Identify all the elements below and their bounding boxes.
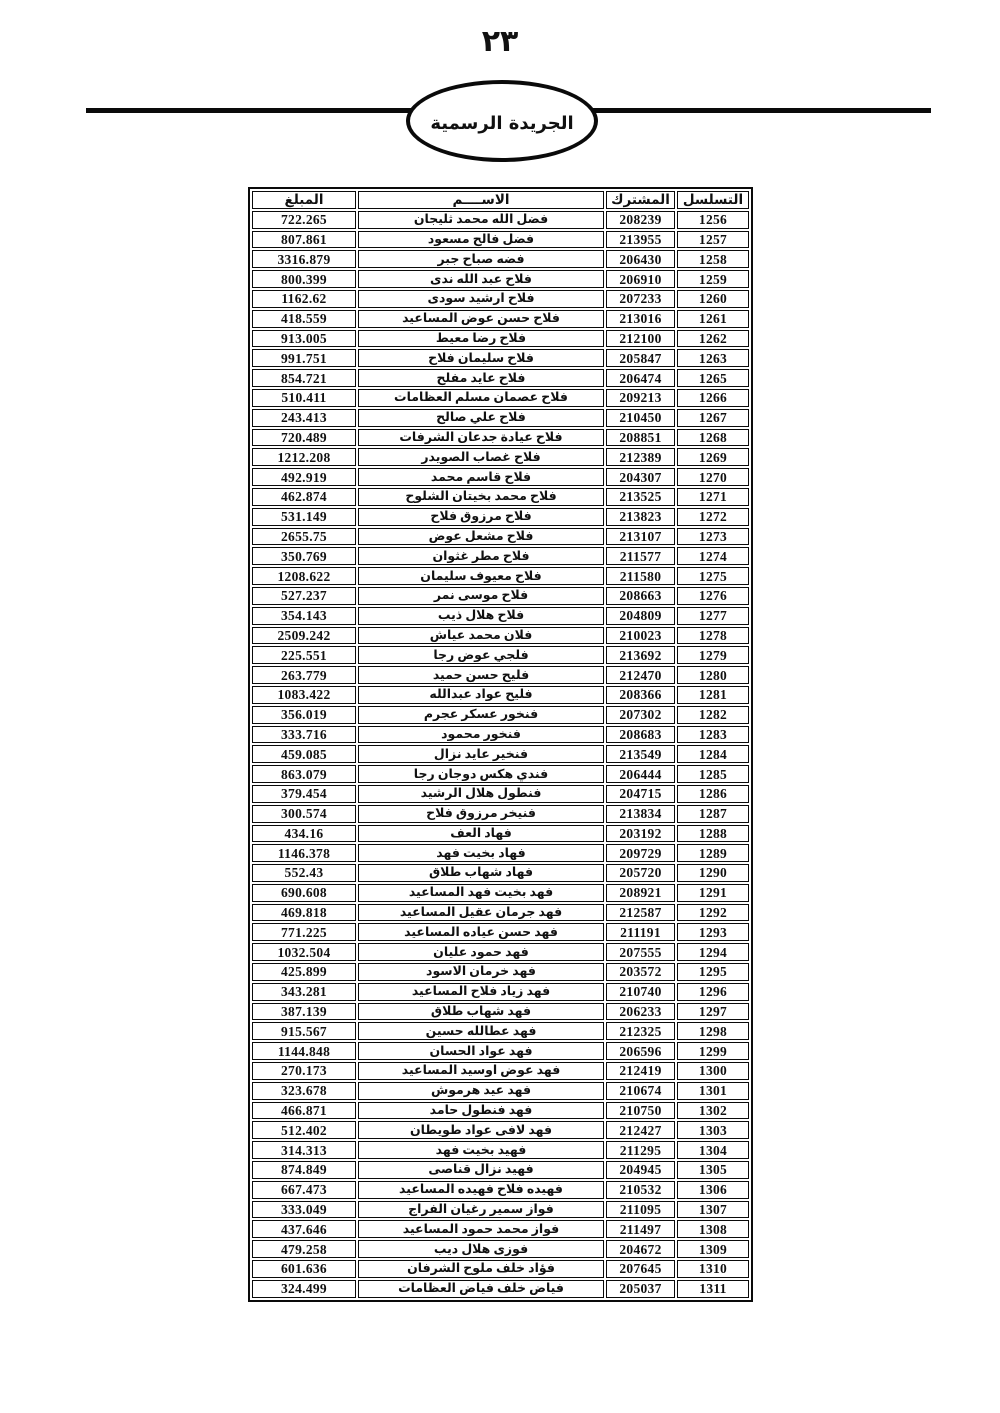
serial-cell: 1294: [677, 943, 749, 961]
name-cell: فلاح عبد الله ندى: [358, 270, 604, 288]
amount-cell: 854.721: [252, 369, 356, 387]
serial-cell: 1257: [677, 231, 749, 249]
table-row: [252, 1042, 749, 1060]
subscriber-cell: 204945: [606, 1161, 675, 1179]
name-cell: فضل الله محمد ثليجان: [358, 211, 604, 229]
subscriber-cell: 203572: [606, 963, 675, 981]
table-row: [252, 1062, 749, 1080]
subscriber-cell: 211191: [606, 923, 675, 941]
page-number: ٢٣: [481, 24, 519, 59]
amount-cell: 333.049: [252, 1201, 356, 1219]
subscriber-cell: 208663: [606, 587, 675, 605]
name-cell: فوزى هلال ديب: [358, 1240, 604, 1258]
table-row: [252, 587, 749, 605]
table-row: [252, 904, 749, 922]
serial-cell: 1286: [677, 785, 749, 803]
subscriber-cell: 211095: [606, 1201, 675, 1219]
amount-cell: 462.874: [252, 488, 356, 506]
amount-cell: 512.402: [252, 1121, 356, 1139]
subscriber-cell: 210450: [606, 409, 675, 427]
name-cell: فهاد بخيت فهد: [358, 844, 604, 862]
subscriber-cell: 210740: [606, 983, 675, 1001]
amount-cell: 387.139: [252, 1003, 356, 1021]
table-row: [252, 1082, 749, 1100]
name-cell: فنطول هلال الرشيد: [358, 785, 604, 803]
table-row: [252, 805, 749, 823]
amount-cell: 1144.848: [252, 1042, 356, 1060]
name-cell: فلاح معيوف سليمان: [358, 567, 604, 585]
serial-cell: 1273: [677, 528, 749, 546]
subscriber-cell: 210674: [606, 1082, 675, 1100]
table-row: [252, 330, 749, 348]
amount-cell: 263.779: [252, 666, 356, 684]
serial-cell: 1271: [677, 488, 749, 506]
serial-cell: 1258: [677, 250, 749, 268]
name-cell: فياض خلف فياض العظامات: [358, 1280, 604, 1298]
table-row: [252, 290, 749, 308]
table-row: [252, 666, 749, 684]
serial-cell: 1285: [677, 765, 749, 783]
amount-cell: 531.149: [252, 508, 356, 526]
amount-cell: 800.399: [252, 270, 356, 288]
table-row: [252, 448, 749, 466]
table-row: [252, 646, 749, 664]
table-row: [252, 1022, 749, 1040]
serial-cell: 1267: [677, 409, 749, 427]
table-row: [252, 864, 749, 882]
table-row: [252, 785, 749, 803]
serial-cell: 1270: [677, 468, 749, 486]
amount-cell: 991.751: [252, 349, 356, 367]
subscriber-cell: 210023: [606, 627, 675, 645]
serial-cell: 1300: [677, 1062, 749, 1080]
amount-cell: 343.281: [252, 983, 356, 1001]
subscriber-cell: 206596: [606, 1042, 675, 1060]
table-row: [252, 250, 749, 268]
amount-cell: 466.871: [252, 1102, 356, 1120]
gazette-banner: [406, 80, 598, 162]
serial-cell: 1274: [677, 547, 749, 565]
subscriber-cell: 207555: [606, 943, 675, 961]
name-cell: فضل فالح مسعود: [358, 231, 604, 249]
table-row: [252, 1280, 749, 1298]
table-row: [252, 1161, 749, 1179]
name-cell: فلاح غصاب الصويدر: [358, 448, 604, 466]
subscriber-cell: 211580: [606, 567, 675, 585]
table-row: [252, 488, 749, 506]
amount-cell: 1032.504: [252, 943, 356, 961]
amount-cell: 1162.62: [252, 290, 356, 308]
serial-cell: 1262: [677, 330, 749, 348]
table-row: [252, 1003, 749, 1021]
subscriber-cell: 208239: [606, 211, 675, 229]
subscriber-cell: 210750: [606, 1102, 675, 1120]
amount-cell: 300.574: [252, 805, 356, 823]
col-header-name: الاســــم: [358, 191, 604, 209]
name-cell: فلجي عوض رجا: [358, 646, 604, 664]
name-cell: فهد شهاب طلاق: [358, 1003, 604, 1021]
serial-cell: 1283: [677, 726, 749, 744]
amount-cell: 333.716: [252, 726, 356, 744]
subscriber-cell: 204307: [606, 468, 675, 486]
serial-cell: 1279: [677, 646, 749, 664]
amount-cell: 2509.242: [252, 627, 356, 645]
name-cell: فهد زياد فلاح المساعيد: [358, 983, 604, 1001]
serial-cell: 1256: [677, 211, 749, 229]
serial-cell: 1298: [677, 1022, 749, 1040]
amount-cell: 356.019: [252, 706, 356, 724]
serial-cell: 1299: [677, 1042, 749, 1060]
table-row: [252, 468, 749, 486]
col-header-subscriber: المشترك: [606, 191, 675, 209]
amount-cell: 425.899: [252, 963, 356, 981]
serial-cell: 1302: [677, 1102, 749, 1120]
amount-cell: 3316.879: [252, 250, 356, 268]
name-cell: فلاح علي صالح: [358, 409, 604, 427]
name-cell: فلاح مشعل عوض: [358, 528, 604, 546]
name-cell: فضه صباح جبر: [358, 250, 604, 268]
table-header-row: [252, 191, 749, 209]
amount-cell: 1208.622: [252, 567, 356, 585]
subscriber-cell: 207645: [606, 1260, 675, 1278]
name-cell: فهد لافى عواد طويطان: [358, 1121, 604, 1139]
gazette-banner-title: الجريدة الرسمية: [430, 112, 574, 134]
serial-cell: 1276: [677, 587, 749, 605]
serial-cell: 1292: [677, 904, 749, 922]
amount-cell: 469.818: [252, 904, 356, 922]
amount-cell: 552.43: [252, 864, 356, 882]
serial-cell: 1311: [677, 1280, 749, 1298]
amount-cell: 350.769: [252, 547, 356, 565]
table-row: [252, 983, 749, 1001]
name-cell: فليح حسن حميد: [358, 666, 604, 684]
serial-cell: 1305: [677, 1161, 749, 1179]
serial-cell: 1260: [677, 290, 749, 308]
subscriber-cell: 206444: [606, 765, 675, 783]
name-cell: فلاح موسى نمر: [358, 587, 604, 605]
serial-cell: 1280: [677, 666, 749, 684]
subscriber-cell: 213549: [606, 745, 675, 763]
serial-cell: 1304: [677, 1141, 749, 1159]
name-cell: فواز سمير رغيان الفراج: [358, 1201, 604, 1219]
table-row: [252, 627, 749, 645]
table-row: [252, 547, 749, 565]
amount-cell: 323.678: [252, 1082, 356, 1100]
subscriber-cell: 210532: [606, 1181, 675, 1199]
amount-cell: 225.551: [252, 646, 356, 664]
serial-cell: 1278: [677, 627, 749, 645]
table-row: [252, 825, 749, 843]
serial-cell: 1308: [677, 1220, 749, 1238]
name-cell: فلاح مرزوق فلاح: [358, 508, 604, 526]
serial-cell: 1301: [677, 1082, 749, 1100]
subscriber-cell: 209213: [606, 389, 675, 407]
amount-cell: 418.559: [252, 310, 356, 328]
name-cell: فلاح قاسم محمد: [358, 468, 604, 486]
name-cell: فلاح هلال ذيب: [358, 607, 604, 625]
amount-cell: 771.225: [252, 923, 356, 941]
name-cell: فهاد شهاب طلاق: [358, 864, 604, 882]
subscriber-cell: 211295: [606, 1141, 675, 1159]
amount-cell: 527.237: [252, 587, 356, 605]
serial-cell: 1263: [677, 349, 749, 367]
serial-cell: 1293: [677, 923, 749, 941]
table-row: [252, 528, 749, 546]
subscriber-cell: 212587: [606, 904, 675, 922]
name-cell: فهيد نزال قناصى: [358, 1161, 604, 1179]
subscriber-cell: 213525: [606, 488, 675, 506]
subscriber-cell: 208921: [606, 884, 675, 902]
name-cell: فلاح محمد بخيتان الشلوح: [358, 488, 604, 506]
serial-cell: 1259: [677, 270, 749, 288]
table-row: [252, 349, 749, 367]
serial-cell: 1310: [677, 1260, 749, 1278]
table-row: [252, 963, 749, 981]
amount-cell: 913.005: [252, 330, 356, 348]
amount-cell: 492.919: [252, 468, 356, 486]
subscriber-cell: 213107: [606, 528, 675, 546]
subscriber-cell: 213955: [606, 231, 675, 249]
table-row: [252, 884, 749, 902]
name-cell: فنخور محمود: [358, 726, 604, 744]
name-cell: فليح عواد عبدالله: [358, 686, 604, 704]
table-row: [252, 607, 749, 625]
amount-cell: 720.489: [252, 429, 356, 447]
name-cell: فنخير عايد نزال: [358, 745, 604, 763]
table-row: [252, 231, 749, 249]
serial-cell: 1290: [677, 864, 749, 882]
table-row: [252, 726, 749, 744]
subscriber-cell: 212470: [606, 666, 675, 684]
table-row: [252, 844, 749, 862]
table-row: [252, 1220, 749, 1238]
name-cell: فؤاد خلف ملوح الشرفان: [358, 1260, 604, 1278]
subscriber-cell: 205847: [606, 349, 675, 367]
serial-cell: 1295: [677, 963, 749, 981]
name-cell: فهد حمود عليان: [358, 943, 604, 961]
amount-cell: 379.454: [252, 785, 356, 803]
subscriber-cell: 203192: [606, 825, 675, 843]
name-cell: فلاح حسن عوض المساعيد: [358, 310, 604, 328]
subscriber-cell: 213823: [606, 508, 675, 526]
name-cell: فلان محمد عياش: [358, 627, 604, 645]
table-row: [252, 745, 749, 763]
serial-cell: 1306: [677, 1181, 749, 1199]
amount-cell: 2655.75: [252, 528, 356, 546]
table-row: [252, 1141, 749, 1159]
name-cell: فهد عوض اوسيد المساعيد: [358, 1062, 604, 1080]
serial-cell: 1281: [677, 686, 749, 704]
serial-cell: 1297: [677, 1003, 749, 1021]
table-row: [252, 389, 749, 407]
amount-cell: 915.567: [252, 1022, 356, 1040]
amount-cell: 863.079: [252, 765, 356, 783]
name-cell: فهيده فلاح فهيده المساعيد: [358, 1181, 604, 1199]
table-row: [252, 369, 749, 387]
serial-cell: 1272: [677, 508, 749, 526]
serial-cell: 1265: [677, 369, 749, 387]
subscriber-cell: 204672: [606, 1240, 675, 1258]
name-cell: فلاح عايد مفلح: [358, 369, 604, 387]
name-cell: فلاح ارشيد سودى: [358, 290, 604, 308]
table-row: [252, 686, 749, 704]
name-cell: فلاح عيادة جدعان الشرفات: [358, 429, 604, 447]
serial-cell: 1307: [677, 1201, 749, 1219]
amount-cell: 874.849: [252, 1161, 356, 1179]
table-row: [252, 923, 749, 941]
name-cell: فهد عواد الحسان: [358, 1042, 604, 1060]
table-row: [252, 508, 749, 526]
table-row: [252, 1121, 749, 1139]
table-row: [252, 567, 749, 585]
amount-cell: 434.16: [252, 825, 356, 843]
table-row: [252, 409, 749, 427]
serial-cell: 1289: [677, 844, 749, 862]
subscriber-cell: 211577: [606, 547, 675, 565]
table-row: [252, 1181, 749, 1199]
amount-cell: 270.173: [252, 1062, 356, 1080]
col-header-serial: التسلسل: [677, 191, 749, 209]
serial-cell: 1261: [677, 310, 749, 328]
amount-cell: 722.265: [252, 211, 356, 229]
table-row: [252, 1102, 749, 1120]
name-cell: فلاح رضا معيط: [358, 330, 604, 348]
amount-cell: 459.085: [252, 745, 356, 763]
table-row: [252, 310, 749, 328]
subscriber-cell: 208851: [606, 429, 675, 447]
subscriber-cell: 212419: [606, 1062, 675, 1080]
amount-cell: 324.499: [252, 1280, 356, 1298]
name-cell: فواز محمد حمود المساعيد: [358, 1220, 604, 1238]
subscriber-cell: 212389: [606, 448, 675, 466]
subscriber-cell: 213016: [606, 310, 675, 328]
name-cell: فهد عيد هرموش: [358, 1082, 604, 1100]
name-cell: فندي هكس دوجان رجا: [358, 765, 604, 783]
amount-cell: 243.413: [252, 409, 356, 427]
table-row: [252, 706, 749, 724]
subscriber-cell: 206233: [606, 1003, 675, 1021]
amount-cell: 1083.422: [252, 686, 356, 704]
name-cell: فهاد العف: [358, 825, 604, 843]
subscriber-cell: 205037: [606, 1280, 675, 1298]
amount-cell: 1212.208: [252, 448, 356, 466]
amount-cell: 314.313: [252, 1141, 356, 1159]
serial-cell: 1277: [677, 607, 749, 625]
serial-cell: 1296: [677, 983, 749, 1001]
amount-cell: 354.143: [252, 607, 356, 625]
amount-cell: 1146.378: [252, 844, 356, 862]
subscriber-cell: 208366: [606, 686, 675, 704]
table-row: [252, 270, 749, 288]
subscriber-cell: 208683: [606, 726, 675, 744]
name-cell: فهد بخيت فهد المساعيد: [358, 884, 604, 902]
table-body: [252, 211, 749, 1298]
table-row: [252, 1260, 749, 1278]
subscriber-cell: 207233: [606, 290, 675, 308]
amount-cell: 437.646: [252, 1220, 356, 1238]
subscriber-cell: 204809: [606, 607, 675, 625]
subscriber-cell: 212325: [606, 1022, 675, 1040]
serial-cell: 1288: [677, 825, 749, 843]
subscriber-cell: 206474: [606, 369, 675, 387]
name-cell: فهد جرمان عقيل المساعيد: [358, 904, 604, 922]
table-row: [252, 765, 749, 783]
subscriber-cell: 212427: [606, 1121, 675, 1139]
amount-cell: 667.473: [252, 1181, 356, 1199]
table-row: [252, 1240, 749, 1258]
serial-cell: 1309: [677, 1240, 749, 1258]
name-cell: فهد عطالله حسين: [358, 1022, 604, 1040]
col-header-amount: المبلغ: [252, 191, 356, 209]
name-cell: فهد فنطول حامد: [358, 1102, 604, 1120]
serial-cell: 1268: [677, 429, 749, 447]
table-row: [252, 211, 749, 229]
serial-cell: 1284: [677, 745, 749, 763]
table-row: [252, 1201, 749, 1219]
subscriber-cell: 212100: [606, 330, 675, 348]
subscriber-cell: 206910: [606, 270, 675, 288]
amount-cell: 601.636: [252, 1260, 356, 1278]
serial-cell: 1266: [677, 389, 749, 407]
amount-cell: 479.258: [252, 1240, 356, 1258]
subscriber-cell: 213692: [606, 646, 675, 664]
amount-cell: 807.861: [252, 231, 356, 249]
name-cell: فلاح سليمان فلاح: [358, 349, 604, 367]
subscriber-cell: 206430: [606, 250, 675, 268]
amount-cell: 510.411: [252, 389, 356, 407]
name-cell: فنخور عسكر عجرم: [358, 706, 604, 724]
name-cell: فلاح عصمان مسلم العظامات: [358, 389, 604, 407]
amount-cell: 690.608: [252, 884, 356, 902]
table-row: [252, 943, 749, 961]
name-cell: فنيخر مرزوق فلاح: [358, 805, 604, 823]
name-cell: فلاح مطر غثوان: [358, 547, 604, 565]
name-cell: فهد خرمان الاسود: [358, 963, 604, 981]
serial-cell: 1291: [677, 884, 749, 902]
subscriber-cell: 204715: [606, 785, 675, 803]
records-table: [248, 187, 753, 1302]
subscriber-cell: 211497: [606, 1220, 675, 1238]
serial-cell: 1287: [677, 805, 749, 823]
serial-cell: 1282: [677, 706, 749, 724]
subscriber-cell: 207302: [606, 706, 675, 724]
serial-cell: 1303: [677, 1121, 749, 1139]
name-cell: فهيد بخيت فهد: [358, 1141, 604, 1159]
subscriber-cell: 205720: [606, 864, 675, 882]
table-row: [252, 429, 749, 447]
subscriber-cell: 213834: [606, 805, 675, 823]
name-cell: فهد حسن عياده المساعيد: [358, 923, 604, 941]
serial-cell: 1275: [677, 567, 749, 585]
subscriber-cell: 209729: [606, 844, 675, 862]
serial-cell: 1269: [677, 448, 749, 466]
